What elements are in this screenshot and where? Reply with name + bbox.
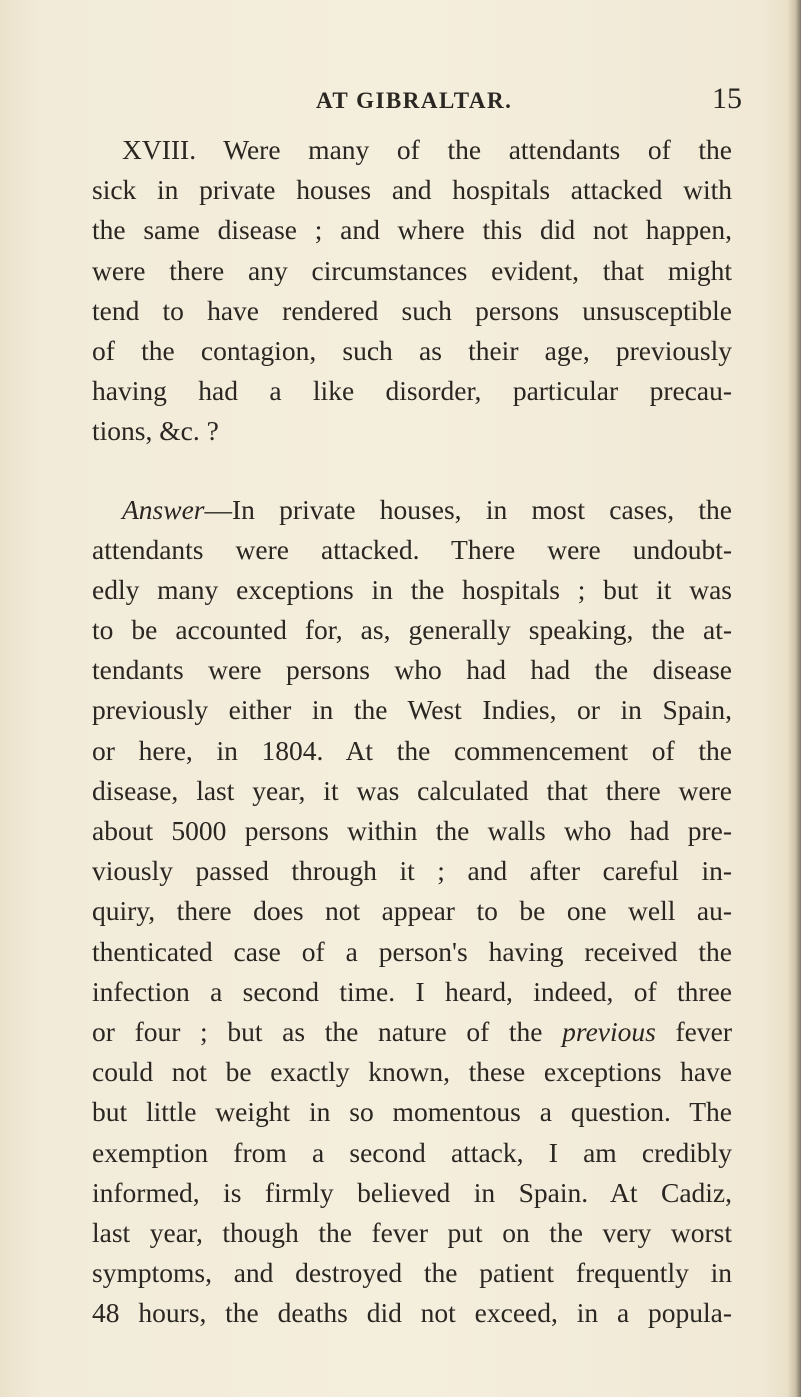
answer-line: quiry, there does not appear to be one well au-: [92, 895, 732, 927]
running-head: AT GIBRALTAR.: [316, 88, 513, 113]
question-line: of the contagion, such as their age, previously: [92, 334, 732, 366]
answer-line: but little weight in so momentous a question. The: [92, 1096, 732, 1128]
question-line: tions, &c. ?: [92, 415, 219, 447]
italic-word: previous: [562, 1015, 656, 1047]
answer-line: disease, last year, it was calculated that there were: [92, 774, 732, 806]
answer-line: previously either in the West Indies, or in Spain,: [92, 694, 732, 726]
body-text: [92, 130, 732, 1333]
answer-line: last year, though the fever put on the very worst: [92, 1216, 732, 1248]
answer-line: or here, in 1804. At the commencement of the: [92, 734, 732, 766]
page-number: 15: [712, 82, 742, 115]
answer-line: tendants were persons who had had the disease: [92, 654, 732, 686]
question-line: sick in private houses and hospitals attacked with: [92, 174, 732, 206]
page-edge-shadow: [787, 0, 801, 1397]
answer-line: could not be exactly known, these exceptions have: [92, 1056, 732, 1088]
page-header: [0, 82, 801, 118]
answer-label: Answer: [122, 493, 205, 525]
question-line: the same disease ; and where this did not happen,: [92, 214, 732, 246]
italic-line-after: fever: [655, 1015, 732, 1047]
question-line: tend to have rendered such persons unsusceptible: [92, 294, 732, 326]
answer-line-with-italic: [92, 1012, 732, 1052]
answer-line: symptoms, and destroyed the patient frequently in: [92, 1257, 732, 1289]
answer-line: exemption from a second attack, I am credibly: [92, 1136, 732, 1168]
answer-line: viously passed through it ; and after careful in-: [92, 855, 732, 887]
answer-line: to be accounted for, as, generally speaking, the at-: [92, 614, 732, 646]
answer-first-line-text: —In private houses, in most cases, the: [204, 493, 732, 525]
answer-line: 48 hours, the deaths did not exceed, in a popula-: [92, 1297, 732, 1329]
question-line: having had a like disorder, particular precau-: [92, 375, 732, 407]
answer-line: edly many exceptions in the hospitals ; but it was: [92, 573, 732, 605]
answer-line: informed, is firmly believed in Spain. At Cadiz,: [92, 1176, 732, 1208]
answer-line: attendants were attacked. There were undoubt-: [92, 533, 732, 565]
answer-line: thenticated case of a person's having received the: [92, 935, 732, 967]
answer-line: about 5000 persons within the walls who had pre-: [92, 815, 732, 846]
answer-first-line: [92, 490, 732, 530]
question-line: XVIII. Were many of the attendants of the: [122, 134, 732, 165]
question-paragraph: [92, 130, 732, 452]
question-line: were there any circumstances evident, that might: [92, 254, 732, 286]
answer-paragraph: [92, 490, 732, 1334]
answer-line: infection a second time. I heard, indeed, of three: [92, 975, 732, 1007]
italic-line-before: or four ; but as the nature of the: [92, 1015, 563, 1047]
